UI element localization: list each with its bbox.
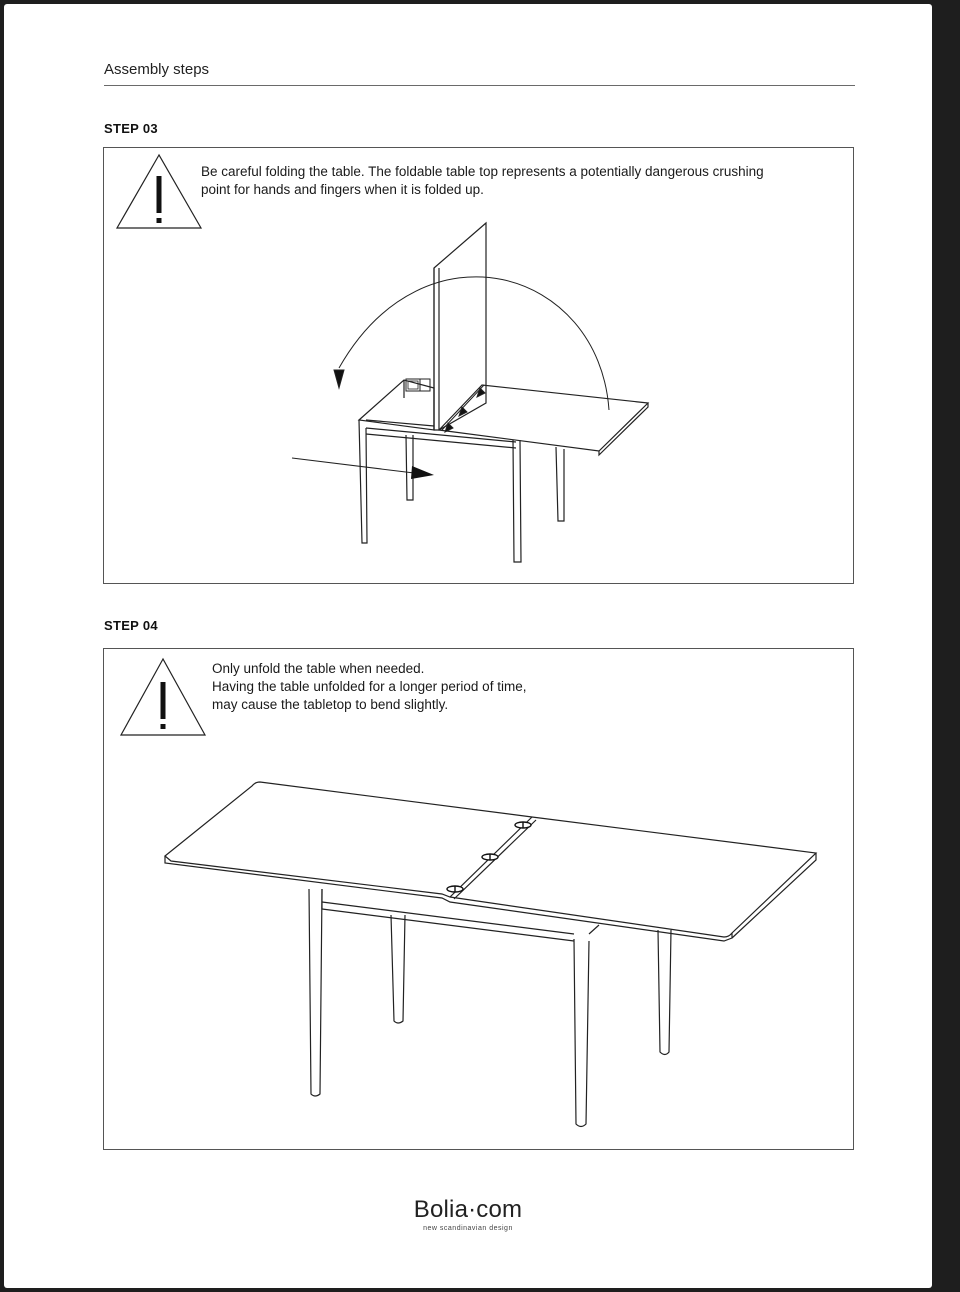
header-divider <box>104 85 855 86</box>
table-legs <box>309 889 671 1127</box>
step-03-illustration <box>104 148 855 585</box>
step-04-label: STEP 04 <box>104 618 158 633</box>
brand-logo-text: Bolia·com <box>413 1196 523 1223</box>
warning-triangle-icon <box>121 659 205 735</box>
step-04-panel <box>103 648 854 1150</box>
table-legs <box>359 420 564 562</box>
manual-page <box>4 4 932 1288</box>
step-03-warning-line-1: Be careful folding the table. The foldable table top represents a potentially dangerous crushing <box>201 164 764 179</box>
step-03-warning-line-2: point for hands and fingers when it is folded up. <box>201 182 484 197</box>
step-03-panel <box>103 147 854 584</box>
hinge-arrows <box>442 385 485 432</box>
brand-footer <box>4 1196 932 1232</box>
page-header-title: Assembly steps <box>104 61 210 78</box>
warning-triangle-icon <box>117 155 201 228</box>
brand-tagline: new scandinavian design <box>423 1225 513 1232</box>
hinge-icons <box>447 822 531 892</box>
table-top <box>165 782 816 941</box>
table-top <box>359 223 648 455</box>
step-04-illustration <box>104 649 855 1151</box>
step-04-warning-line-3: may cause the tabletop to bend slightly. <box>212 697 449 712</box>
step-03-warning-text <box>201 163 764 199</box>
step-04-warning-text <box>212 660 526 714</box>
step-04-warning-line-2: Having the table unfolded for a longer period of time, <box>212 679 527 694</box>
step-04-warning-line-1: Only unfold the table when needed. <box>212 661 425 676</box>
folding-direction-arrow <box>334 277 609 410</box>
step-03-label: STEP 03 <box>104 121 158 136</box>
